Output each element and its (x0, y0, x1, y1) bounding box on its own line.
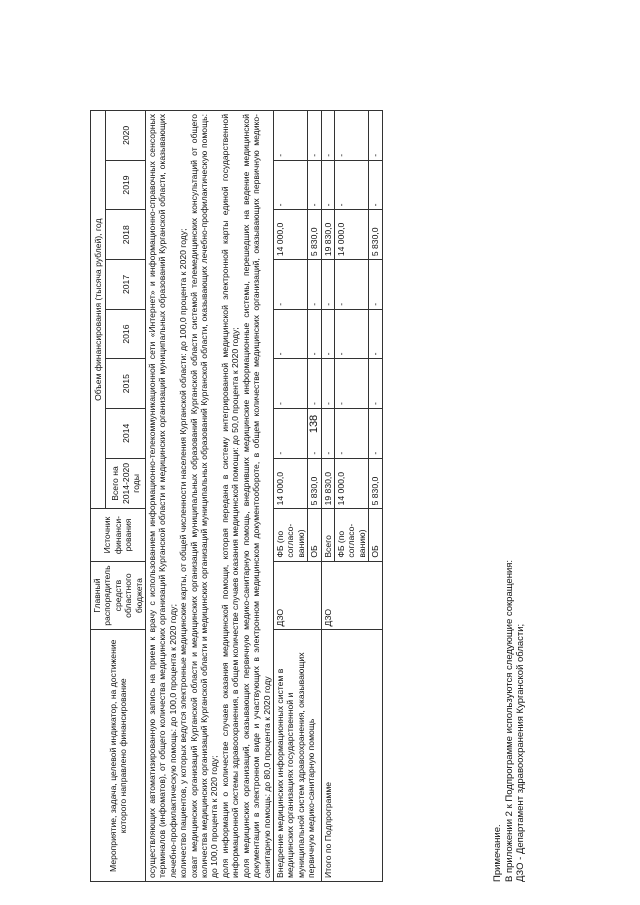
landscape-page (90, 82, 550, 882)
note-line: В приложении 2 к Подпрограмме используются следующие сокращения: (503, 559, 515, 882)
source-cell: Всего (321, 509, 334, 561)
year-cell: - (369, 111, 382, 161)
source-cell: ОБ (369, 509, 382, 561)
measure-cell: Итого по Подпрограмме (321, 630, 382, 882)
table-row (321, 111, 334, 882)
header-total: Всего на 2014-2020 годы (106, 458, 146, 509)
year-cell: - (321, 359, 334, 409)
year-cell: - (334, 359, 368, 409)
header-year: 2017 (106, 260, 146, 310)
header-year: 2020 (106, 111, 146, 161)
year-cell: - (334, 160, 368, 210)
header-year: 2016 (106, 309, 146, 359)
year-cell: - (273, 309, 307, 359)
header-year: 2015 (106, 359, 146, 409)
year-cell: - (369, 260, 382, 310)
year-cell: - (369, 160, 382, 210)
year-cell: - (308, 111, 321, 161)
year-cell: - (321, 160, 334, 210)
source-cell: ФБ (по согласо-ванию) (334, 509, 368, 561)
year-cell: - (369, 408, 382, 458)
year-cell: - (308, 408, 321, 458)
year-cell: - (321, 260, 334, 310)
total-cell: 5 830,0 (308, 458, 321, 509)
source-cell: ОБ (308, 509, 321, 561)
narrative-line: количество пациентов, у которых ведутся электронные медицинские карты, от общей численности населения Курганской области: до 100,0 процента к 2020 году; (178, 228, 189, 878)
year-cell: - (308, 359, 321, 409)
year-cell: - (273, 260, 307, 310)
distributor-cell: ДЗО (321, 561, 382, 630)
source-cell: ФБ (по согласо-ванию) (273, 509, 307, 561)
year-cell: - (369, 309, 382, 359)
year-cell: - (334, 260, 368, 310)
note-title: Примечание. (492, 824, 503, 882)
year-cell: - (273, 408, 307, 458)
year-cell: - (273, 160, 307, 210)
total-cell: 19 830,0 (321, 458, 334, 509)
financing-table (90, 110, 383, 882)
narrative-cell (146, 111, 274, 882)
year-cell: 5 830,0 (308, 210, 321, 260)
header-year: 2014 (106, 408, 146, 458)
year-cell: - (273, 111, 307, 161)
year-cell: - (369, 359, 382, 409)
year-cell: - (321, 408, 334, 458)
year-cell: - (308, 309, 321, 359)
header-year: 2018 (106, 210, 146, 260)
year-cell: - (308, 160, 321, 210)
narrative-line: охват медицинских организаций Курганской области и медицинских организаций муниципальных образований Курганской области системой телемедицинских консультаций от общего количества медицинских организаций Курганской области и медицинских организаций муниципальных образований Курганской области, оказывающих лечебно-профилактическую помощь: до 100,0 процента к 2020 году; (188, 114, 220, 878)
header-volume-group: Объем финансирования (тысяча рублей), год (91, 111, 106, 509)
year-cell: 5 830,0 (369, 210, 382, 260)
distributor-cell: ДЗО (273, 561, 321, 630)
narrative-row (146, 111, 274, 882)
year-cell: - (334, 408, 368, 458)
header-distributor: Главный распорядитель средств областного бюджета (91, 561, 146, 630)
year-cell: - (321, 309, 334, 359)
year-cell: 14 000,0 (334, 210, 368, 260)
narrative-line: осуществляющих автоматизированную запись на прием к врачу с использованием информационно-телекоммуникационной сети «Интернет» и информационно-справочных сенсорных терминалов (инфоматов), от общего количества медицинских организаций Курганской области и медицинских организаций муниципальных образований Курганской области, оказывающих лечебно-профилактическую помощь: до 100,0 процента к 2020 году; (147, 114, 178, 878)
year-cell: 19 830,0 (321, 210, 334, 260)
year-cell: - (308, 260, 321, 310)
page-number: 138 (308, 414, 321, 434)
header-source: Источник финанси-рования (91, 509, 146, 561)
year-cell: - (273, 359, 307, 409)
narrative-line: доля медицинских организаций, оказывающих первичную медико-санитарную помощь, внедривших медицинские информационные системы, перешедших на ведение медицинской документации в электронном виде и участвующих в электронном медицинском документообороте, в общем количестве медицинских организаций, оказывающих первичную медико-санитарную помощь: до 80,0 процента к 2020 году (240, 114, 272, 878)
total-cell: 5 830,0 (369, 458, 382, 509)
year-cell: 14 000,0 (273, 210, 307, 260)
table-header-row (91, 111, 106, 882)
footnote (492, 560, 527, 882)
note-line: ДЗО - Департамент здравоохранения Курганской области; (515, 623, 526, 882)
year-cell: - (334, 309, 368, 359)
total-cell: 14 000,0 (273, 458, 307, 509)
table-row (273, 111, 307, 882)
total-cell: 14 000,0 (334, 458, 368, 509)
header-measure: Мероприятие, задача, целевой индикатор, на достижение которого направлено финансирование (91, 630, 146, 882)
narrative-line: доля информации о количестве случаев оказания медицинской помощи, которая передана в систему интегрированной медицинской электронной карты единой государственной информационной системы здравоохранения, в общем количестве случаев оказания медицинской помощи: до 50,0 процента к 2020 году; (219, 114, 241, 878)
year-cell: - (334, 111, 368, 161)
measure-cell: Внедрение медицинских информационных систем в медицинских организациях государственной и муниципальной систем здравоохранения, оказывающих первичную медико-санитарную помощь (273, 630, 321, 882)
year-cell: - (321, 111, 334, 161)
header-year: 2019 (106, 160, 146, 210)
